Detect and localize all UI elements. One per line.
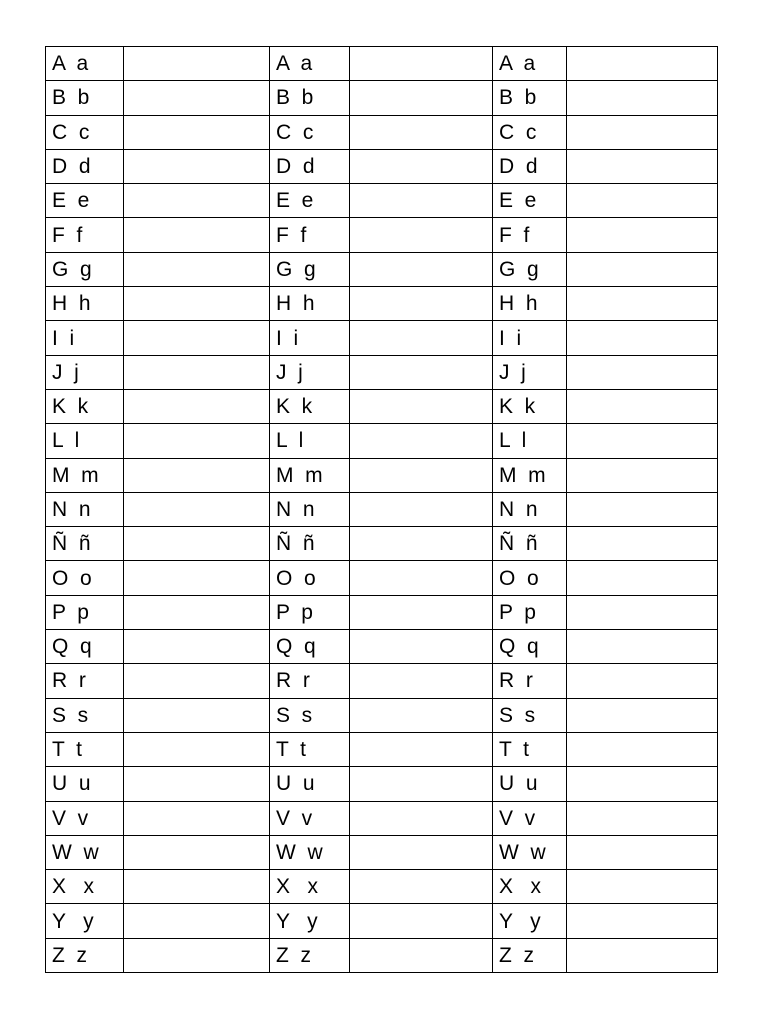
letter-pair-cell: B b	[270, 81, 350, 115]
writing-space-cell	[124, 904, 270, 938]
writing-space-cell	[350, 492, 493, 526]
writing-space-cell	[124, 287, 270, 321]
letter-pair-cell: J j	[46, 355, 124, 389]
alphabet-practice-table	[45, 46, 718, 973]
letter-pair-cell: T t	[493, 732, 567, 766]
letter-pair-cell: H h	[270, 287, 350, 321]
table-row	[46, 595, 718, 629]
writing-space-cell	[567, 698, 718, 732]
writing-space-cell	[350, 149, 493, 183]
writing-space-cell	[567, 458, 718, 492]
writing-space-cell	[124, 664, 270, 698]
letter-pair-cell: B b	[493, 81, 567, 115]
writing-space-cell	[567, 389, 718, 423]
writing-space-cell	[567, 561, 718, 595]
writing-space-cell	[350, 698, 493, 732]
writing-space-cell	[567, 630, 718, 664]
writing-space-cell	[350, 47, 493, 81]
table-row	[46, 801, 718, 835]
writing-space-cell	[350, 870, 493, 904]
letter-pair-cell: L l	[493, 424, 567, 458]
letter-pair-cell: V v	[46, 801, 124, 835]
letter-pair-cell: W w	[270, 835, 350, 869]
letter-pair-cell: G g	[46, 252, 124, 286]
letter-pair-cell: F f	[270, 218, 350, 252]
letter-pair-cell: S s	[46, 698, 124, 732]
letter-pair-cell: U u	[270, 767, 350, 801]
writing-space-cell	[567, 492, 718, 526]
letter-pair-cell: L l	[270, 424, 350, 458]
writing-space-cell	[350, 218, 493, 252]
letter-pair-cell: N n	[46, 492, 124, 526]
letter-pair-cell: R r	[270, 664, 350, 698]
letter-pair-cell: I i	[46, 321, 124, 355]
letter-pair-cell: P p	[46, 595, 124, 629]
letter-pair-cell: A a	[493, 47, 567, 81]
letter-pair-cell: D d	[493, 149, 567, 183]
letter-pair-cell: C c	[493, 115, 567, 149]
writing-space-cell	[567, 904, 718, 938]
table-row	[46, 492, 718, 526]
table-row	[46, 424, 718, 458]
table-row	[46, 527, 718, 561]
letter-pair-cell: O o	[493, 561, 567, 595]
table-row	[46, 904, 718, 938]
writing-space-cell	[350, 732, 493, 766]
letter-pair-cell: L l	[46, 424, 124, 458]
writing-space-cell	[350, 801, 493, 835]
writing-space-cell	[124, 458, 270, 492]
letter-pair-cell: Z z	[493, 938, 567, 972]
letter-pair-cell: N n	[270, 492, 350, 526]
letter-pair-cell: B b	[46, 81, 124, 115]
writing-space-cell	[567, 870, 718, 904]
letter-pair-cell: Ñ ñ	[493, 527, 567, 561]
table-row	[46, 355, 718, 389]
writing-space-cell	[567, 149, 718, 183]
letter-pair-cell: Q q	[270, 630, 350, 664]
writing-space-cell	[124, 835, 270, 869]
writing-space-cell	[567, 321, 718, 355]
letter-pair-cell: E e	[270, 184, 350, 218]
letter-pair-cell: C c	[270, 115, 350, 149]
letter-pair-cell: J j	[270, 355, 350, 389]
letter-pair-cell: Z z	[270, 938, 350, 972]
writing-space-cell	[124, 492, 270, 526]
writing-space-cell	[350, 561, 493, 595]
writing-space-cell	[350, 287, 493, 321]
letter-pair-cell: X x	[270, 870, 350, 904]
letter-pair-cell: R r	[493, 664, 567, 698]
writing-space-cell	[124, 698, 270, 732]
writing-space-cell	[124, 81, 270, 115]
writing-space-cell	[124, 595, 270, 629]
letter-pair-cell: D d	[270, 149, 350, 183]
writing-space-cell	[124, 938, 270, 972]
writing-space-cell	[124, 355, 270, 389]
letter-pair-cell: U u	[493, 767, 567, 801]
writing-space-cell	[567, 938, 718, 972]
letter-pair-cell: S s	[493, 698, 567, 732]
letter-pair-cell: T t	[46, 732, 124, 766]
letter-pair-cell: M m	[270, 458, 350, 492]
letter-pair-cell: E e	[46, 184, 124, 218]
writing-space-cell	[350, 664, 493, 698]
letter-pair-cell: Q q	[493, 630, 567, 664]
letter-pair-cell: U u	[46, 767, 124, 801]
table-row	[46, 732, 718, 766]
writing-space-cell	[567, 664, 718, 698]
letter-pair-cell: X x	[46, 870, 124, 904]
writing-space-cell	[567, 732, 718, 766]
table-row	[46, 149, 718, 183]
writing-space-cell	[567, 527, 718, 561]
writing-space-cell	[124, 47, 270, 81]
writing-space-cell	[350, 630, 493, 664]
letter-pair-cell: I i	[493, 321, 567, 355]
letter-pair-cell: Ñ ñ	[270, 527, 350, 561]
writing-space-cell	[567, 355, 718, 389]
table-row	[46, 835, 718, 869]
writing-space-cell	[350, 767, 493, 801]
writing-space-cell	[124, 218, 270, 252]
letter-pair-cell: D d	[46, 149, 124, 183]
letter-pair-cell: A a	[46, 47, 124, 81]
writing-space-cell	[124, 732, 270, 766]
writing-space-cell	[124, 630, 270, 664]
letter-pair-cell: F f	[46, 218, 124, 252]
writing-space-cell	[567, 595, 718, 629]
letter-pair-cell: M m	[46, 458, 124, 492]
writing-space-cell	[124, 527, 270, 561]
writing-space-cell	[350, 252, 493, 286]
letter-pair-cell: R r	[46, 664, 124, 698]
letter-pair-cell: G g	[270, 252, 350, 286]
writing-space-cell	[567, 218, 718, 252]
writing-space-cell	[350, 904, 493, 938]
letter-pair-cell: P p	[493, 595, 567, 629]
letter-pair-cell: K k	[493, 389, 567, 423]
writing-space-cell	[567, 835, 718, 869]
writing-space-cell	[567, 287, 718, 321]
writing-space-cell	[124, 561, 270, 595]
letter-pair-cell: E e	[493, 184, 567, 218]
writing-space-cell	[350, 321, 493, 355]
letter-pair-cell: M m	[493, 458, 567, 492]
writing-space-cell	[350, 184, 493, 218]
letter-pair-cell: Ñ ñ	[46, 527, 124, 561]
letter-pair-cell: Y y	[270, 904, 350, 938]
letter-pair-cell: A a	[270, 47, 350, 81]
letter-pair-cell: W w	[46, 835, 124, 869]
table-row	[46, 47, 718, 81]
writing-space-cell	[567, 767, 718, 801]
letter-pair-cell: H h	[46, 287, 124, 321]
writing-space-cell	[124, 252, 270, 286]
letter-pair-cell: X x	[493, 870, 567, 904]
table-row	[46, 767, 718, 801]
table-row	[46, 698, 718, 732]
letter-pair-cell: V v	[270, 801, 350, 835]
writing-space-cell	[350, 115, 493, 149]
table-row	[46, 321, 718, 355]
letter-pair-cell: Z z	[46, 938, 124, 972]
letter-pair-cell: T t	[270, 732, 350, 766]
table-row	[46, 252, 718, 286]
letter-pair-cell: N n	[493, 492, 567, 526]
writing-space-cell	[350, 458, 493, 492]
table-row	[46, 458, 718, 492]
letter-pair-cell: S s	[270, 698, 350, 732]
writing-space-cell	[567, 47, 718, 81]
writing-space-cell	[350, 424, 493, 458]
letter-pair-cell: Y y	[493, 904, 567, 938]
writing-space-cell	[350, 527, 493, 561]
table-row	[46, 81, 718, 115]
table-row	[46, 630, 718, 664]
writing-space-cell	[567, 801, 718, 835]
writing-space-cell	[124, 184, 270, 218]
letter-pair-cell: O o	[46, 561, 124, 595]
writing-space-cell	[350, 938, 493, 972]
table-row	[46, 664, 718, 698]
letter-pair-cell: P p	[270, 595, 350, 629]
writing-space-cell	[567, 81, 718, 115]
table-row	[46, 389, 718, 423]
table-row	[46, 115, 718, 149]
table-row	[46, 287, 718, 321]
letter-pair-cell: H h	[493, 287, 567, 321]
letter-pair-cell: I i	[270, 321, 350, 355]
writing-space-cell	[124, 424, 270, 458]
writing-space-cell	[350, 595, 493, 629]
table-row	[46, 218, 718, 252]
writing-space-cell	[124, 767, 270, 801]
writing-space-cell	[567, 115, 718, 149]
letter-pair-cell: K k	[270, 389, 350, 423]
writing-space-cell	[567, 252, 718, 286]
writing-space-cell	[350, 835, 493, 869]
table-row	[46, 938, 718, 972]
writing-space-cell	[124, 115, 270, 149]
writing-space-cell	[124, 389, 270, 423]
writing-space-cell	[567, 184, 718, 218]
letter-pair-cell: C c	[46, 115, 124, 149]
writing-space-cell	[124, 870, 270, 904]
writing-space-cell	[124, 801, 270, 835]
letter-pair-cell: J j	[493, 355, 567, 389]
letter-pair-cell: W w	[493, 835, 567, 869]
letter-pair-cell: Q q	[46, 630, 124, 664]
writing-space-cell	[350, 81, 493, 115]
writing-space-cell	[124, 321, 270, 355]
writing-space-cell	[350, 389, 493, 423]
letter-pair-cell: V v	[493, 801, 567, 835]
table-row	[46, 870, 718, 904]
writing-space-cell	[350, 355, 493, 389]
letter-pair-cell: O o	[270, 561, 350, 595]
letter-pair-cell: G g	[493, 252, 567, 286]
writing-space-cell	[567, 424, 718, 458]
table-row	[46, 184, 718, 218]
writing-space-cell	[124, 149, 270, 183]
letter-pair-cell: K k	[46, 389, 124, 423]
table-row	[46, 561, 718, 595]
letter-pair-cell: Y y	[46, 904, 124, 938]
letter-pair-cell: F f	[493, 218, 567, 252]
